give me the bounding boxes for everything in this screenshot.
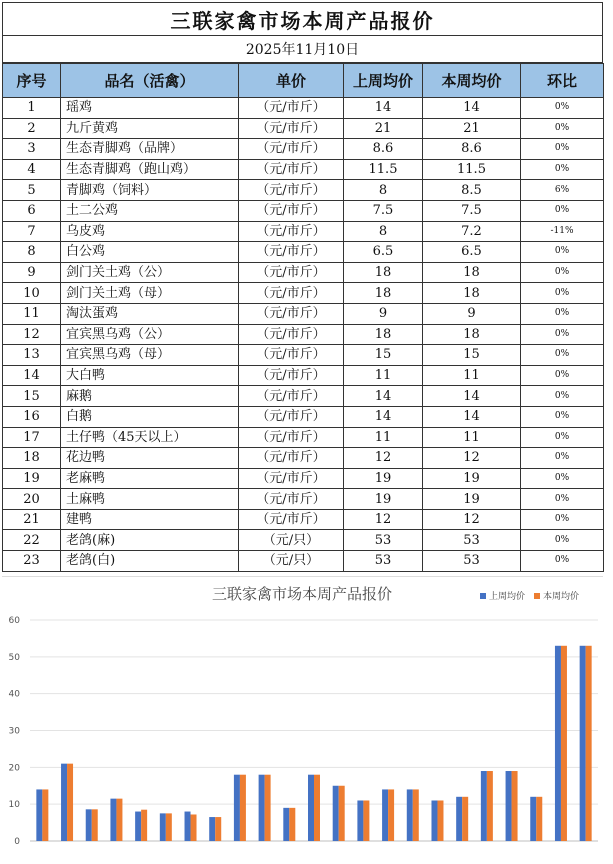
bar — [86, 809, 92, 841]
cell-unit: （元/市斤） — [239, 509, 344, 530]
bar — [339, 786, 345, 841]
table-row — [3, 139, 604, 160]
y-tick-label: 30 — [8, 726, 20, 737]
bar — [530, 797, 536, 841]
bar — [586, 646, 592, 841]
bar — [512, 771, 518, 841]
cell-product: 宜宾黑乌鸡（母） — [61, 345, 239, 366]
cell-unit: （元/市斤） — [239, 365, 344, 386]
cell-index: 5 — [3, 180, 61, 201]
cell-last-week: 18 — [344, 283, 423, 304]
bar — [536, 797, 542, 841]
cell-this-week: 8.6 — [423, 139, 521, 160]
cell-index: 16 — [3, 406, 61, 427]
table-row — [3, 530, 604, 551]
cell-unit: （元/市斤） — [239, 448, 344, 469]
bar — [363, 800, 369, 841]
cell-this-week: 19 — [423, 468, 521, 489]
cell-unit: （元/市斤） — [239, 159, 344, 180]
table-row — [3, 303, 604, 324]
cell-index: 3 — [3, 139, 61, 160]
cell-this-week: 11.5 — [423, 159, 521, 180]
cell-last-week: 11.5 — [344, 159, 423, 180]
cell-product: 生态青脚鸡（跑山鸡） — [61, 159, 239, 180]
bar — [36, 789, 42, 841]
bar — [92, 809, 98, 841]
cell-last-week: 19 — [344, 468, 423, 489]
cell-last-week: 18 — [344, 262, 423, 283]
bar — [135, 812, 141, 841]
cell-unit: （元/市斤） — [239, 242, 344, 263]
table-row — [3, 489, 604, 510]
bar — [431, 800, 437, 841]
cell-this-week: 8.5 — [423, 180, 521, 201]
cell-product: 剑门关土鸡（公） — [61, 262, 239, 283]
y-tick-label: 20 — [8, 763, 20, 774]
cell-this-week: 7.5 — [423, 200, 521, 221]
cell-unit: （元/市斤） — [239, 468, 344, 489]
cell-product: 老鸽(麻) — [61, 530, 239, 551]
cell-product: 乌皮鸡 — [61, 221, 239, 242]
cell-product: 土麻鸭 — [61, 489, 239, 510]
bar-chart-svg — [2, 577, 603, 860]
cell-index: 1 — [3, 98, 61, 119]
cell-this-week: 14 — [423, 386, 521, 407]
bar — [308, 775, 314, 841]
cell-index: 12 — [3, 324, 61, 345]
cell-this-week: 14 — [423, 98, 521, 119]
cell-unit: （元/市斤） — [239, 200, 344, 221]
table-row — [3, 365, 604, 386]
bar — [209, 817, 215, 841]
table-row — [3, 242, 604, 263]
table-header-row — [3, 64, 604, 98]
cell-index: 6 — [3, 200, 61, 221]
y-tick-label: 10 — [8, 800, 20, 811]
bar — [407, 789, 413, 841]
cell-index: 10 — [3, 283, 61, 304]
bar — [388, 789, 394, 841]
cell-last-week: 21 — [344, 118, 423, 139]
table-row — [3, 551, 604, 572]
cell-change: 0% — [521, 551, 604, 572]
cell-this-week: 19 — [423, 489, 521, 510]
cell-last-week: 6.5 — [344, 242, 423, 263]
bar — [141, 810, 147, 841]
cell-unit: （元/市斤） — [239, 489, 344, 510]
table-row — [3, 468, 604, 489]
bar — [166, 813, 172, 841]
cell-index: 20 — [3, 489, 61, 510]
cell-change: 0% — [521, 262, 604, 283]
cell-last-week: 15 — [344, 345, 423, 366]
cell-this-week: 18 — [423, 324, 521, 345]
table-row — [3, 406, 604, 427]
cell-last-week: 14 — [344, 98, 423, 119]
cell-this-week: 53 — [423, 551, 521, 572]
cell-unit: （元/市斤） — [239, 386, 344, 407]
cell-change: 0% — [521, 365, 604, 386]
header-change: 环比 — [521, 64, 604, 98]
y-tick-label: 0 — [14, 837, 20, 847]
bar — [240, 775, 246, 841]
legend-label: 上周均价 — [489, 592, 526, 602]
bar — [481, 771, 487, 841]
cell-unit: （元/市斤） — [239, 98, 344, 119]
cell-last-week: 8 — [344, 221, 423, 242]
cell-change: 0% — [521, 159, 604, 180]
cell-product: 青脚鸡（饲料） — [61, 180, 239, 201]
cell-product: 土二公鸡 — [61, 200, 239, 221]
cell-unit: （元/市斤） — [239, 262, 344, 283]
cell-product: 宜宾黑乌鸡（公） — [61, 324, 239, 345]
cell-change: 0% — [521, 200, 604, 221]
bar — [333, 786, 339, 841]
cell-last-week: 12 — [344, 509, 423, 530]
cell-index: 21 — [3, 509, 61, 530]
cell-index: 19 — [3, 468, 61, 489]
y-tick-label: 40 — [8, 689, 20, 700]
cell-product: 老麻鸭 — [61, 468, 239, 489]
cell-change: 0% — [521, 283, 604, 304]
cell-this-week: 53 — [423, 530, 521, 551]
bar — [413, 789, 419, 841]
cell-this-week: 7.2 — [423, 221, 521, 242]
cell-change: 0% — [521, 242, 604, 263]
bar — [437, 800, 443, 841]
cell-index: 11 — [3, 303, 61, 324]
cell-change: 0% — [521, 345, 604, 366]
table-row — [3, 180, 604, 201]
bar — [555, 646, 561, 841]
sheet-title: 三联家禽市场本周产品报价 — [2, 2, 603, 36]
cell-change: 0% — [521, 427, 604, 448]
cell-unit: （元/市斤） — [239, 406, 344, 427]
cell-change: 0% — [521, 489, 604, 510]
cell-this-week: 18 — [423, 283, 521, 304]
cell-unit: （元/市斤） — [239, 118, 344, 139]
table-row — [3, 98, 604, 119]
cell-index: 15 — [3, 386, 61, 407]
cell-this-week: 9 — [423, 303, 521, 324]
cell-index: 18 — [3, 448, 61, 469]
cell-change: 0% — [521, 98, 604, 119]
header-product: 品名（活禽） — [61, 64, 239, 98]
cell-unit: （元/市斤） — [239, 427, 344, 448]
cell-change: 0% — [521, 139, 604, 160]
table-row — [3, 159, 604, 180]
cell-last-week: 12 — [344, 448, 423, 469]
cell-this-week: 18 — [423, 262, 521, 283]
cell-product: 花边鸭 — [61, 448, 239, 469]
cell-index: 23 — [3, 551, 61, 572]
table-row — [3, 448, 604, 469]
cell-index: 2 — [3, 118, 61, 139]
cell-product: 瑶鸡 — [61, 98, 239, 119]
cell-last-week: 7.5 — [344, 200, 423, 221]
cell-last-week: 14 — [344, 386, 423, 407]
cell-index: 14 — [3, 365, 61, 386]
cell-this-week: 12 — [423, 448, 521, 469]
bar — [487, 771, 493, 841]
table-row — [3, 386, 604, 407]
bar — [259, 775, 265, 841]
table-row — [3, 118, 604, 139]
legend-label: 本周均价 — [543, 592, 580, 602]
cell-last-week: 14 — [344, 406, 423, 427]
bar — [234, 775, 240, 841]
cell-this-week: 11 — [423, 427, 521, 448]
price-table — [2, 63, 604, 572]
cell-this-week: 14 — [423, 406, 521, 427]
cell-change: 0% — [521, 530, 604, 551]
cell-product: 麻鹅 — [61, 386, 239, 407]
cell-unit: （元/市斤） — [239, 324, 344, 345]
cell-product: 淘汰蛋鸡 — [61, 303, 239, 324]
y-tick-label: 50 — [8, 652, 20, 663]
cell-index: 9 — [3, 262, 61, 283]
cell-index: 22 — [3, 530, 61, 551]
cell-last-week: 19 — [344, 489, 423, 510]
cell-product: 生态青脚鸡（品牌） — [61, 139, 239, 160]
bar — [42, 789, 48, 841]
cell-unit: （元/市斤） — [239, 139, 344, 160]
cell-index: 4 — [3, 159, 61, 180]
bar — [283, 808, 289, 841]
cell-change: 0% — [521, 303, 604, 324]
cell-unit: （元/只） — [239, 530, 344, 551]
cell-last-week: 53 — [344, 530, 423, 551]
table-row — [3, 221, 604, 242]
header-unit: 单价 — [239, 64, 344, 98]
bar — [265, 775, 271, 841]
cell-index: 13 — [3, 345, 61, 366]
cell-change: 0% — [521, 324, 604, 345]
cell-index: 7 — [3, 221, 61, 242]
cell-this-week: 11 — [423, 365, 521, 386]
bar — [215, 817, 221, 841]
cell-product: 大白鸭 — [61, 365, 239, 386]
bar — [191, 814, 197, 841]
bar — [456, 797, 462, 841]
bar — [110, 799, 116, 841]
bar — [506, 771, 512, 841]
legend-swatch — [534, 593, 540, 599]
cell-product: 土仔鸭（45天以上） — [61, 427, 239, 448]
bar — [61, 764, 67, 841]
cell-change: 0% — [521, 118, 604, 139]
legend-swatch — [480, 593, 486, 599]
cell-change: -11% — [521, 221, 604, 242]
cell-last-week: 53 — [344, 551, 423, 572]
cell-product: 老鸽(白) — [61, 551, 239, 572]
cell-this-week: 15 — [423, 345, 521, 366]
cell-this-week: 6.5 — [423, 242, 521, 263]
bar — [314, 775, 320, 841]
cell-change: 0% — [521, 509, 604, 530]
table-row — [3, 324, 604, 345]
bar — [160, 813, 166, 841]
bar — [289, 808, 295, 841]
table-body — [3, 98, 604, 572]
table-row — [3, 427, 604, 448]
y-tick-label: 60 — [8, 616, 20, 626]
bar — [185, 812, 191, 841]
cell-unit: （元/市斤） — [239, 221, 344, 242]
cell-last-week: 11 — [344, 365, 423, 386]
cell-last-week: 9 — [344, 303, 423, 324]
bar — [116, 799, 122, 841]
cell-unit: （元/市斤） — [239, 180, 344, 201]
table-row — [3, 345, 604, 366]
chart-title: 三联家禽市场本周产品报价 — [211, 585, 393, 603]
bar — [462, 797, 468, 841]
cell-unit: （元/只） — [239, 551, 344, 572]
cell-index: 17 — [3, 427, 61, 448]
cell-product: 白鹅 — [61, 406, 239, 427]
sheet-date: 2025年11月10日 — [2, 36, 603, 63]
cell-change: 0% — [521, 448, 604, 469]
cell-last-week: 8 — [344, 180, 423, 201]
header-last-week: 上周均价 — [344, 64, 423, 98]
cell-product: 建鸭 — [61, 509, 239, 530]
cell-unit: （元/市斤） — [239, 303, 344, 324]
cell-product: 白公鸡 — [61, 242, 239, 263]
table-row — [3, 262, 604, 283]
cell-this-week: 21 — [423, 118, 521, 139]
table-row — [3, 509, 604, 530]
bar — [561, 646, 567, 841]
cell-unit: （元/市斤） — [239, 283, 344, 304]
cell-this-week: 12 — [423, 509, 521, 530]
cell-unit: （元/市斤） — [239, 345, 344, 366]
bar — [382, 789, 388, 841]
header-index: 序号 — [3, 64, 61, 98]
cell-change: 0% — [521, 386, 604, 407]
cell-product: 剑门关土鸡（母） — [61, 283, 239, 304]
table-row — [3, 200, 604, 221]
cell-change: 0% — [521, 468, 604, 489]
bar — [580, 646, 586, 841]
cell-last-week: 8.6 — [344, 139, 423, 160]
cell-product: 九斤黄鸡 — [61, 118, 239, 139]
bar — [357, 800, 363, 841]
cell-last-week: 18 — [344, 324, 423, 345]
cell-last-week: 11 — [344, 427, 423, 448]
cell-change: 6% — [521, 180, 604, 201]
price-sheet — [2, 2, 603, 572]
bar — [67, 764, 73, 841]
cell-index: 8 — [3, 242, 61, 263]
cell-change: 0% — [521, 406, 604, 427]
header-this-week: 本周均价 — [423, 64, 521, 98]
table-row — [3, 283, 604, 304]
price-chart — [2, 576, 603, 860]
